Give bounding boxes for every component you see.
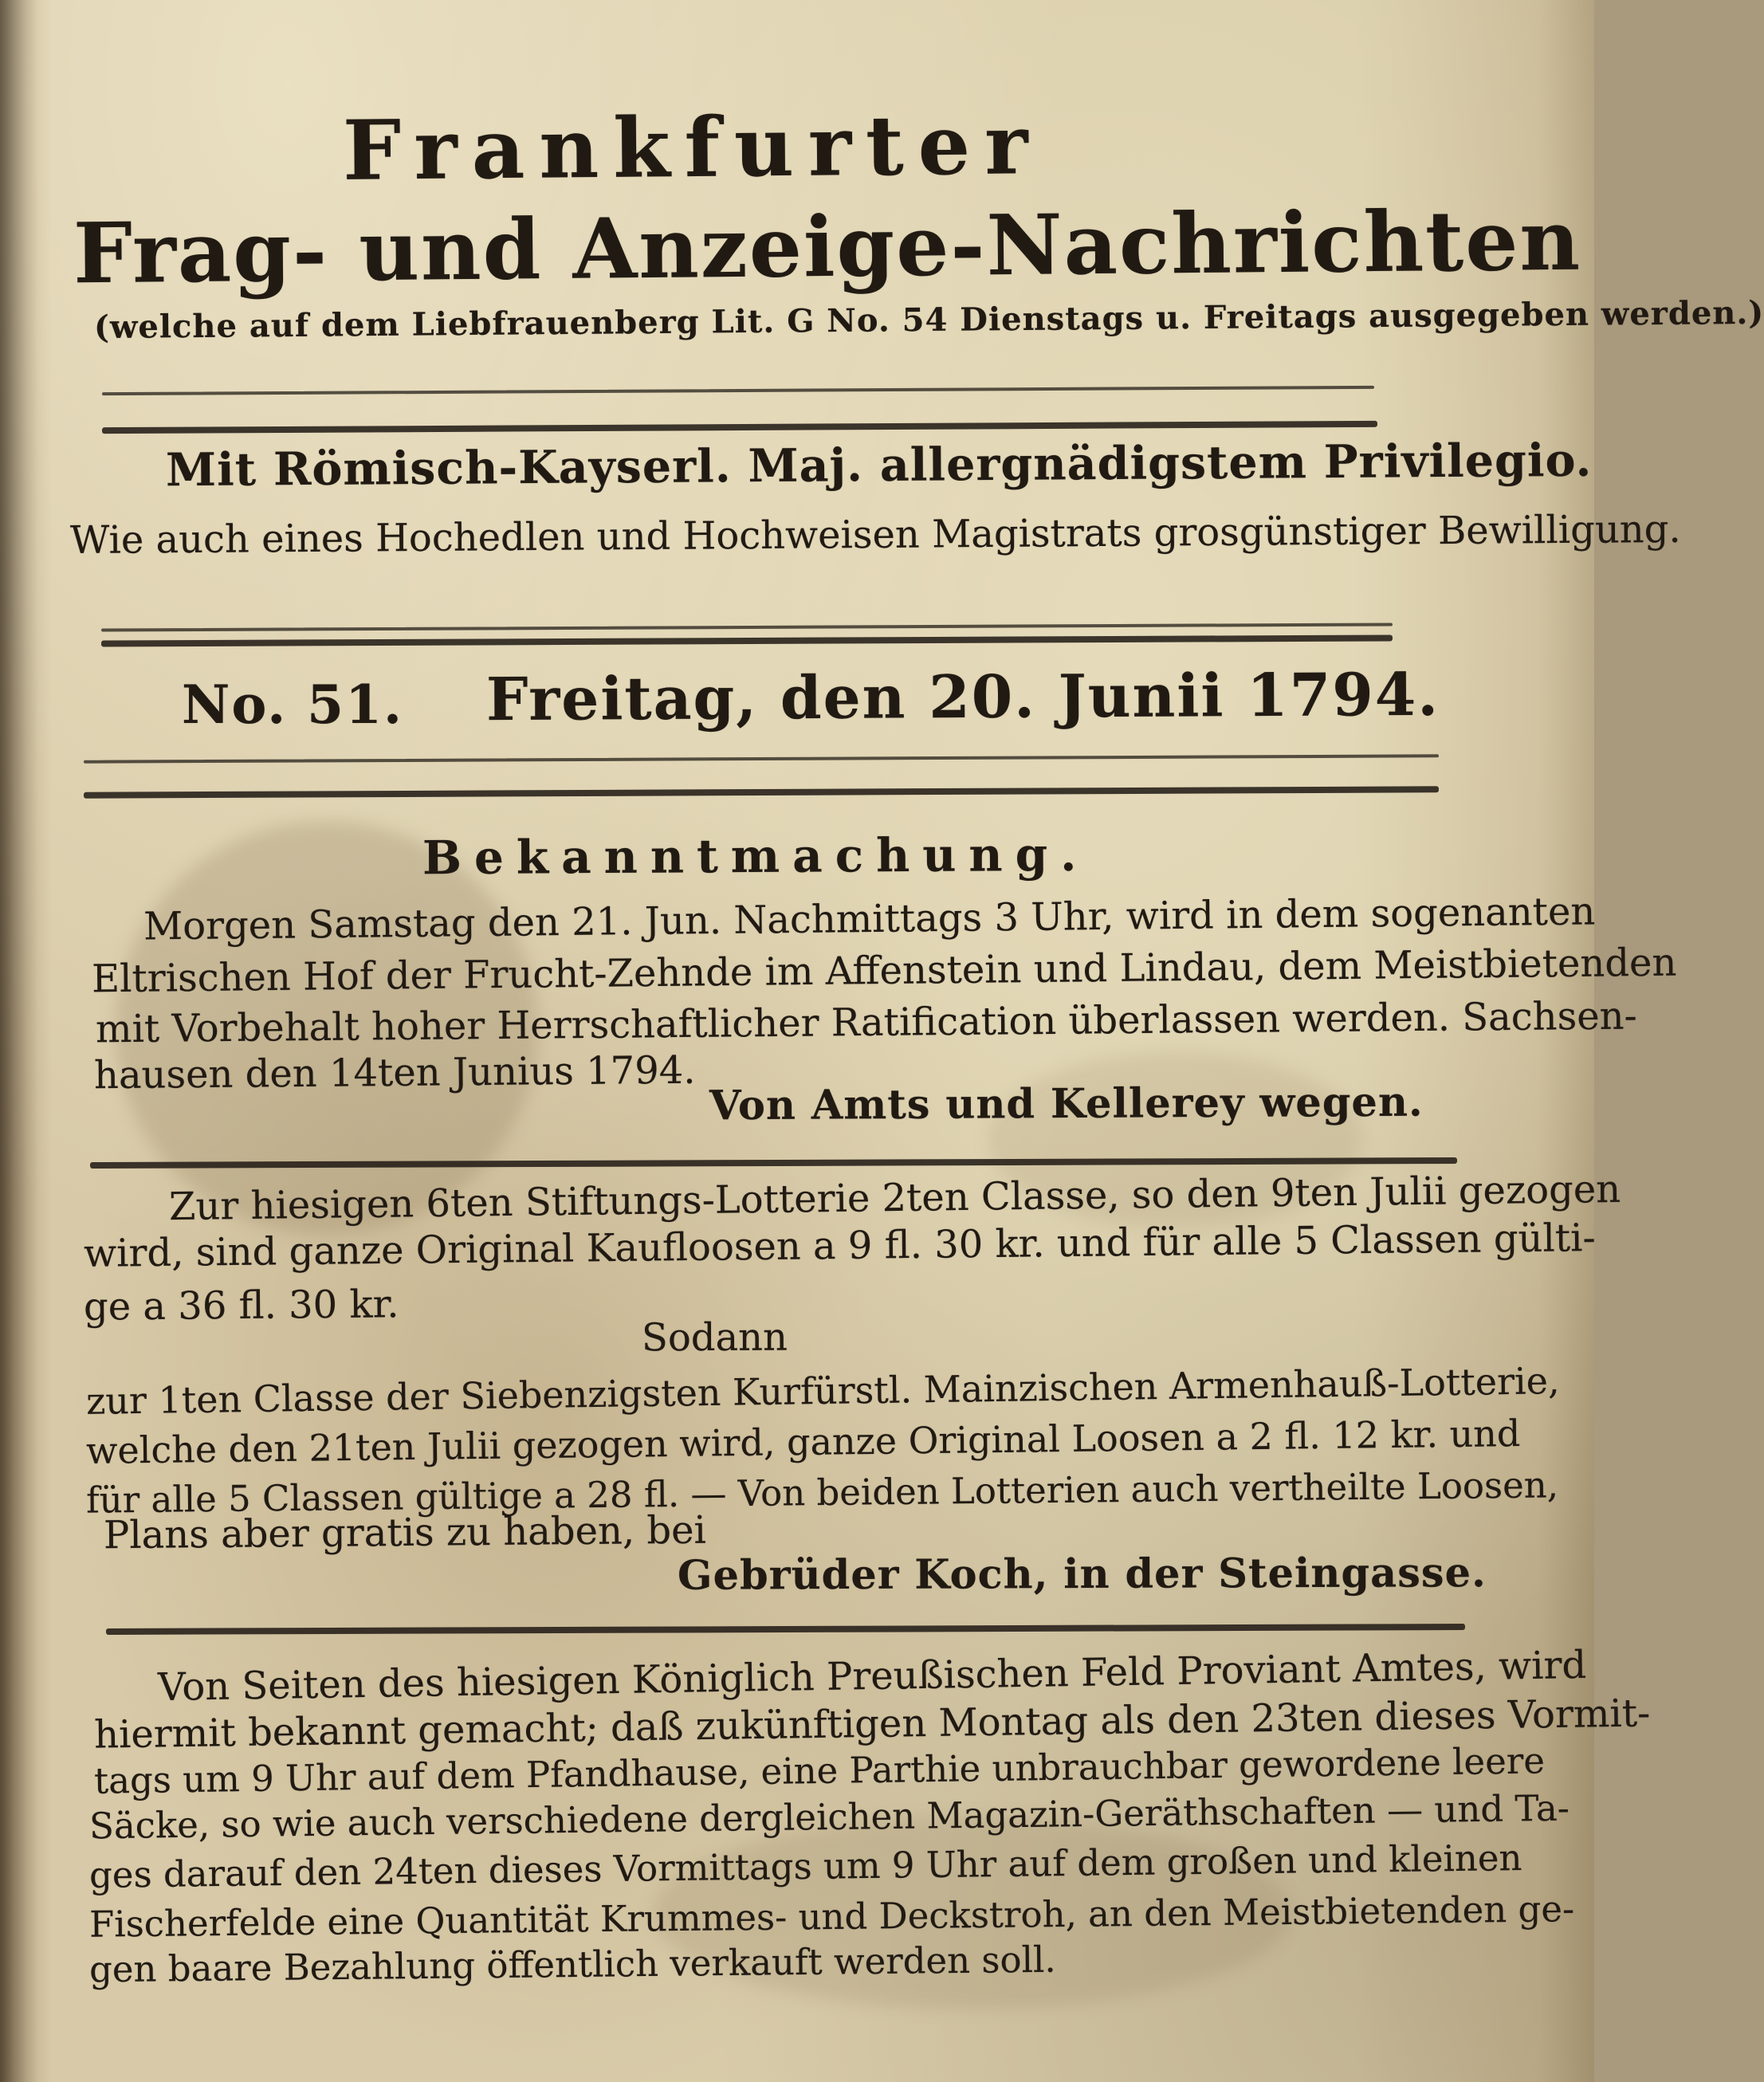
magistrate-approval-line: Wie auch eines Hochedlen und Hochweisen Magistrats grosgünstiger Bewilligung. bbox=[69, 506, 1681, 564]
notice-signature: Von Amts und Kellerey wegen. bbox=[709, 1078, 1424, 1130]
issue-number: No. 51. bbox=[182, 674, 403, 736]
notice-line: mit Vorbehalt hoher Herrschaftlicher Ratification überlassen werden. Sachsen- bbox=[95, 993, 1637, 1052]
proviant-notice-line: hiermit bekannt gemacht; daß zukünftigen Montag als den 23ten dieses Vormit- bbox=[93, 1691, 1651, 1758]
section-transition: Sodann bbox=[641, 1314, 788, 1361]
proviant-notice-line: Säcke, so wie auch verschiedene dergleichen Magazin-Geräthschaften — und Ta- bbox=[88, 1786, 1570, 1848]
lottery-line: Plans aber gratis zu haben, bei bbox=[103, 1507, 707, 1558]
privilege-rule-top bbox=[101, 623, 1393, 631]
masthead-rule-top bbox=[102, 386, 1374, 395]
issue-rule-bottom bbox=[84, 786, 1439, 798]
notice-line: Morgen Samstag den 21. Jun. Nachmittags 3 Uhr, wird in dem sogenanten bbox=[143, 889, 1596, 949]
lottery-line: ge a 36 fl. 30 kr. bbox=[83, 1282, 399, 1330]
masthead-title-line-1: Frankfurter bbox=[342, 96, 1043, 199]
issue-date: Freitag, den 20. Junii 1794. bbox=[485, 660, 1440, 735]
masthead-title-line-2: Frag- und Anzeige-Nachrichten bbox=[73, 191, 1582, 303]
notice-line: Eltrischen Hof der Frucht-Zehnde im Affenstein und Lindau, dem Meistbietenden bbox=[91, 940, 1677, 1002]
section-divider bbox=[106, 1624, 1465, 1635]
proviant-notice-line: gen baare Bezahlung öffentlich verkauft werden soll. bbox=[88, 1938, 1056, 1991]
proviant-notice-line: ges darauf den 24ten dieses Vormittags um 9 Uhr auf dem großen und kleinen bbox=[88, 1836, 1522, 1896]
lottery-line: für alle 5 Classen gültige a 28 fl. — Von beiden Lotterien auch vertheilte Loosen, bbox=[85, 1463, 1559, 1522]
lottery-line: welche den 21ten Julii gezogen wird, ganze Original Loosen a 2 fl. 12 kr. und bbox=[85, 1412, 1521, 1472]
masthead-subtitle: (welche auf dem Liebfrauenberg Lit. G No. 54 Dienstags u. Freitags ausgegeben werden.) bbox=[93, 293, 1764, 347]
issue-rule-top bbox=[84, 754, 1439, 763]
section-heading: Bekanntmachung. bbox=[422, 827, 1090, 886]
bleed-through-texture bbox=[1036, 151, 1046, 183]
proviant-notice-line: tags um 9 Uhr auf dem Pfandhause, eine Parthie unbrauchbar gewordene leere bbox=[93, 1739, 1546, 1802]
lottery-signature: Gebrüder Koch, in der Steingasse. bbox=[677, 1549, 1487, 1600]
masthead-rule-bottom bbox=[102, 421, 1377, 434]
lottery-line: Zur hiesigen 6ten Stiftungs-Lotterie 2ten Classe, so den 9ten Julii gezogen bbox=[168, 1166, 1621, 1230]
privilege-line: Mit Römisch-Kayserl. Maj. allergnädigstem Privilegio. bbox=[165, 433, 1593, 497]
page-binding-shadow bbox=[0, 0, 38, 2082]
lottery-line: wird, sind ganze Original Kaufloosen a 9 fl. 30 kr. und für alle 5 Classen gülti- bbox=[83, 1216, 1596, 1276]
lottery-line: zur 1ten Classe der Siebenzigsten Kurfürstl. Mainzischen Armenhauß-Lotterie, bbox=[85, 1359, 1560, 1423]
privilege-rule-bottom bbox=[101, 634, 1393, 646]
proviant-notice-line: Von Seiten des hiesigen Königlich Preußischen Feld Proviant Amtes, wird bbox=[157, 1642, 1587, 1711]
notice-line: hausen den 14ten Junius 1794. bbox=[93, 1047, 696, 1098]
proviant-notice-line: Fischerfelde eine Quantität Krummes- und Deckstroh, an den Meistbietenden ge- bbox=[88, 1888, 1575, 1946]
